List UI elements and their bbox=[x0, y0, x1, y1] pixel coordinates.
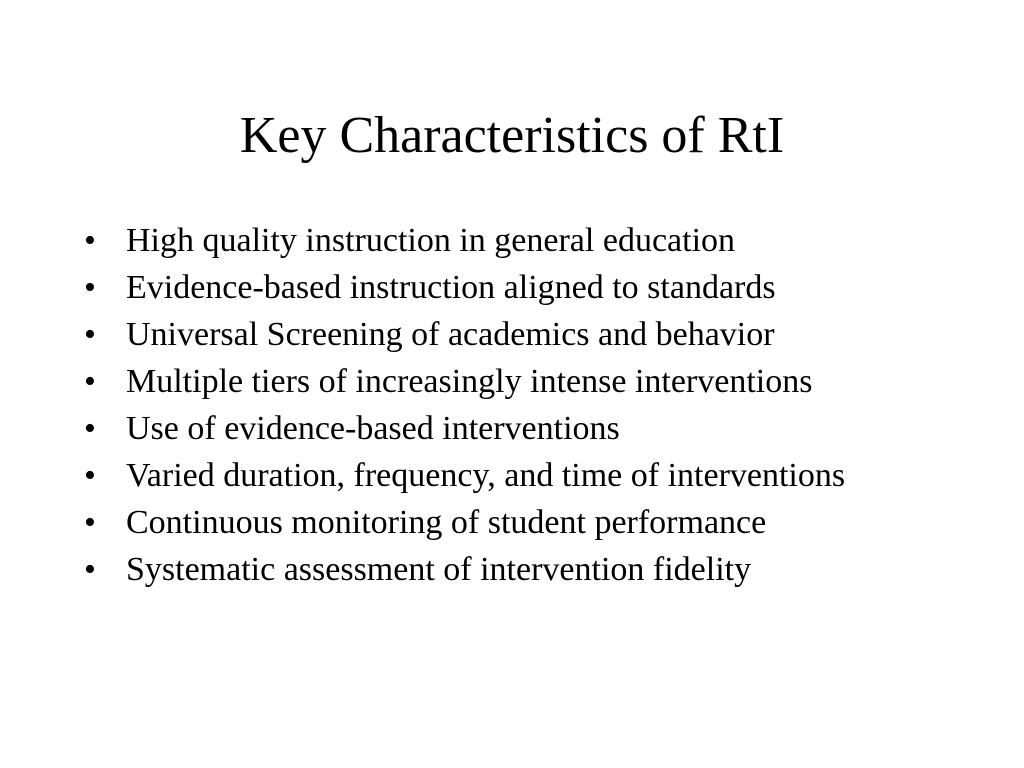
bullet-icon: • bbox=[84, 410, 96, 447]
bullet-text: Continuous monitoring of student performance bbox=[126, 504, 767, 541]
bullet-text: Varied duration, frequency, and time of interventions bbox=[126, 457, 846, 494]
bullet-item bbox=[84, 316, 964, 353]
bullet-text: High quality instruction in general education bbox=[126, 222, 736, 259]
bullet-icon: • bbox=[84, 551, 96, 588]
bullet-item bbox=[84, 269, 964, 306]
slide-title: Key Characteristics of RtI bbox=[239, 107, 785, 164]
bullet-list bbox=[84, 222, 964, 598]
bullet-icon: • bbox=[84, 269, 96, 306]
bullet-text: Use of evidence-based interventions bbox=[126, 410, 620, 447]
bullet-icon: • bbox=[84, 316, 96, 353]
bullet-item bbox=[84, 222, 964, 259]
bullet-item bbox=[84, 410, 964, 447]
bullet-item bbox=[84, 504, 964, 541]
bullet-icon: • bbox=[84, 363, 96, 400]
bullet-icon: • bbox=[84, 504, 96, 541]
bullet-item bbox=[84, 457, 964, 494]
bullet-text: Universal Screening of academics and behavior bbox=[126, 316, 775, 353]
bullet-item bbox=[84, 551, 964, 588]
bullet-item bbox=[84, 363, 964, 400]
bullet-text: Multiple tiers of increasingly intense interventions bbox=[126, 363, 813, 400]
bullet-text: Systematic assessment of intervention fidelity bbox=[126, 551, 752, 588]
bullet-icon: • bbox=[84, 457, 96, 494]
bullet-icon: • bbox=[84, 222, 96, 259]
bullet-text: Evidence-based instruction aligned to standards bbox=[126, 269, 776, 306]
